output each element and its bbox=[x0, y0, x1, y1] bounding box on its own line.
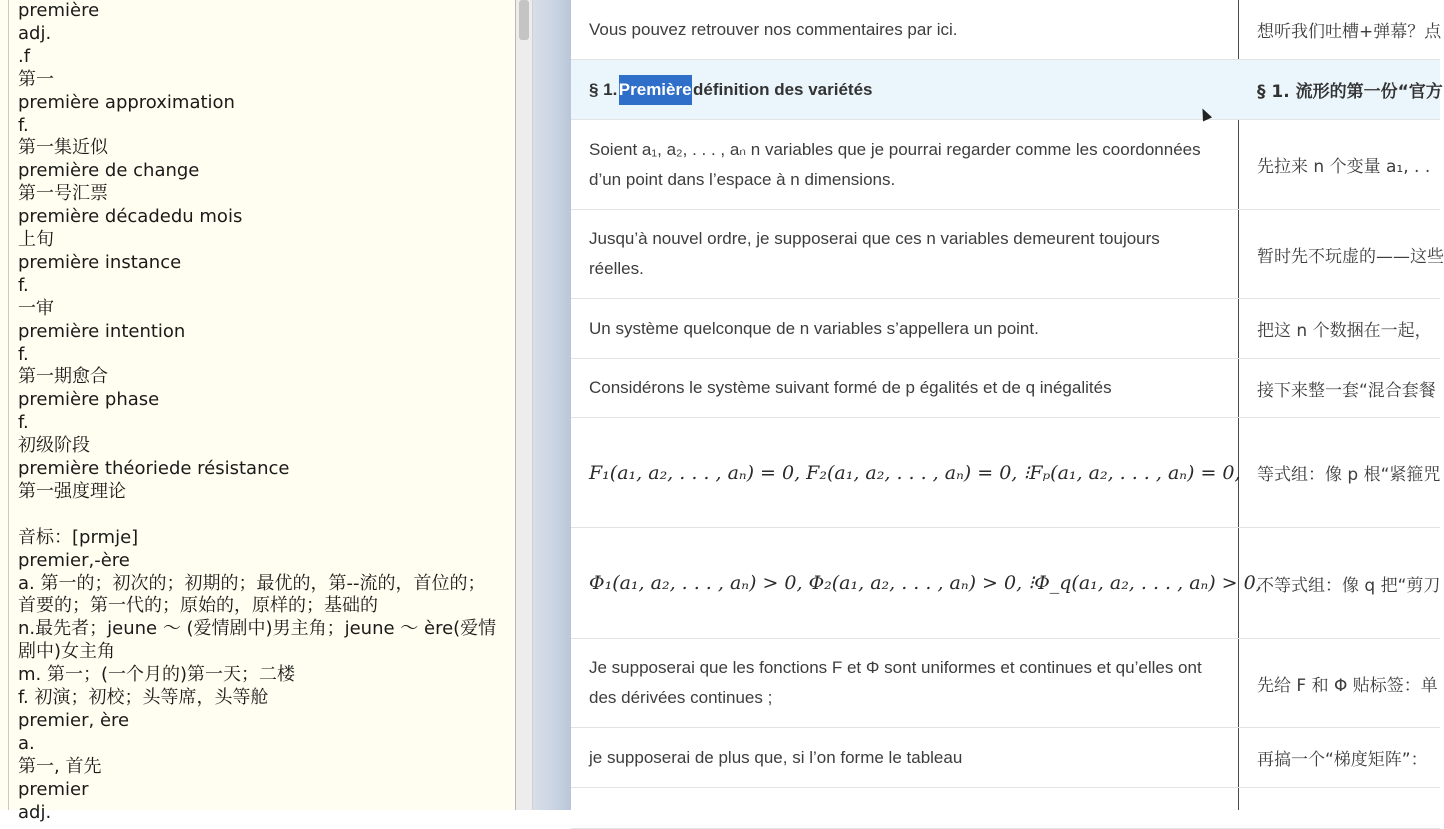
dictionary-line: première théoriede résistance bbox=[18, 458, 290, 479]
dictionary-line: première instance bbox=[18, 251, 182, 273]
dictionary-line: premier,-ère bbox=[18, 549, 130, 571]
translation-table bbox=[571, 0, 1444, 810]
french-cell: Vous pouvez retrouver nos commentaires par ici. bbox=[589, 19, 958, 39]
chinese-cell: 先拉来 n 个变量 a₁, . . bbox=[1257, 157, 1431, 177]
dictionary-line: adj. bbox=[18, 22, 52, 44]
chinese-cell: 把这 n 个数捆在一起， bbox=[1257, 321, 1432, 341]
french-cell: Jusqu’à nouvel ordre, je supposerai que ces n variables demeurent toujours réelles. bbox=[589, 229, 1160, 278]
dictionary-line: n.最先者；jeune ～ (爱情剧中)男主角；jeune ～ ère(爱情 bbox=[18, 618, 497, 640]
table-row bbox=[571, 728, 1440, 788]
dictionary-line: 第一集近似 bbox=[18, 137, 108, 159]
window-divider bbox=[533, 0, 571, 810]
panel-gutter bbox=[8, 0, 9, 810]
dictionary-line: première bbox=[18, 0, 100, 21]
dictionary-line: f. 初演；初校；头等席，头等舱 bbox=[18, 687, 269, 708]
chinese-heading: § 1. 流形的第一份“官方 bbox=[1257, 82, 1443, 102]
dictionary-line: 一审 bbox=[18, 297, 54, 319]
table-row bbox=[571, 639, 1440, 728]
table-row bbox=[571, 0, 1440, 60]
table-row bbox=[571, 210, 1444, 299]
dictionary-line: .f bbox=[18, 45, 31, 67]
french-cell: Je supposerai que les fonctions F et Φ sont uniformes et continues et qu’elles ont des dérivées continues ; bbox=[589, 658, 1202, 707]
dictionary-line: a. 第一的；初次的；初期的；最优的，第--流的，首位的； bbox=[18, 572, 486, 594]
dictionary-line: 第一 bbox=[18, 68, 54, 90]
dictionary-line: 上旬 bbox=[18, 229, 54, 250]
heading-suffix: définition des variétés bbox=[692, 79, 873, 99]
table-row bbox=[571, 120, 1440, 210]
dictionary-line: f. bbox=[18, 114, 29, 136]
dictionary-scrollbar[interactable] bbox=[516, 0, 533, 810]
scrollbar-thumb[interactable] bbox=[519, 0, 529, 40]
dictionary-line: première intention bbox=[18, 320, 186, 342]
table-row-heading bbox=[571, 60, 1443, 120]
table-row bbox=[571, 359, 1440, 418]
dictionary-line: première de change bbox=[18, 160, 200, 182]
dictionary-line: a. bbox=[18, 732, 35, 754]
chinese-cell: 接下来整一套“混合套餐 bbox=[1257, 380, 1436, 401]
french-cell: je supposerai de plus que, si l’on forme le tableau bbox=[589, 747, 963, 767]
dictionary-line: f. bbox=[18, 274, 29, 296]
dictionary-line: 音标：[prmje] bbox=[18, 526, 139, 548]
table-row-equation bbox=[571, 528, 1440, 639]
section-heading bbox=[589, 60, 1219, 119]
dictionary-line: 第一, 首先 bbox=[18, 755, 102, 777]
chinese-cell bbox=[1257, 788, 1440, 828]
dictionary-line: 第一期愈合 bbox=[18, 366, 108, 388]
chinese-cell: 等式组：像 p 根“紧箍咒 bbox=[1257, 465, 1441, 485]
dictionary-line: 第一强度理论 bbox=[18, 480, 126, 502]
french-cell: Considérons le système suivant formé de p égalités et de q inégalités bbox=[589, 378, 1112, 397]
table-row bbox=[571, 788, 1440, 829]
french-cell bbox=[589, 788, 1219, 828]
dictionary-line: f. bbox=[18, 412, 29, 434]
inequality-system: Φ₁(a₁, a₂, . . . , aₙ) > 0, Φ₂(a₁, a₂, . . . , aₙ) > 0, ⁝Φ_q(a₁, a₂, . . . , aₙ) > 0, bbox=[589, 572, 1262, 594]
dictionary-panel[interactable] bbox=[0, 0, 516, 823]
table-row-equation bbox=[571, 418, 1440, 528]
dictionary-line: 剧中)女主角 bbox=[18, 641, 116, 663]
dictionary-line: m. 第一；(一个月的)第一天；二楼 bbox=[18, 664, 296, 686]
chinese-cell: 再搞一个“梯度矩阵”： bbox=[1257, 750, 1428, 770]
chinese-cell: 先给 F 和 Φ 贴标签：单 bbox=[1257, 675, 1438, 696]
selected-word[interactable]: Première bbox=[619, 75, 692, 105]
table-row bbox=[571, 299, 1440, 359]
dictionary-line: 首要的；第一代的；原始的，原样的；基础的 bbox=[18, 595, 378, 617]
dictionary-line: 第一号汇票 bbox=[18, 183, 108, 205]
dictionary-line: première approximation bbox=[18, 91, 235, 113]
dictionary-line: f. bbox=[18, 343, 29, 365]
french-cell: Soient a₁, a₂, . . . , aₙ n variables que je pourrai regarder comme les coordonnées d’un point dans l’espace à n dimensions. bbox=[589, 139, 1201, 189]
chinese-cell: 暂时先不玩虚的——这些 bbox=[1257, 246, 1444, 267]
dictionary-line: première décadedu mois bbox=[18, 206, 243, 228]
french-cell: Un système quelconque de n variables s’appellera un point. bbox=[589, 318, 1039, 338]
equality-system: F₁(a₁, a₂, . . . , aₙ) = 0, F₂(a₁, a₂, . . . , aₙ) = 0, ⁝Fₚ(a₁, a₂, . . . , aₙ) = 0, bbox=[589, 461, 1241, 484]
dictionary-line: premier bbox=[18, 778, 89, 800]
dictionary-line: premier, ère bbox=[18, 709, 130, 731]
dictionary-line: 初级阶段 bbox=[18, 435, 90, 457]
dictionary-line: première phase bbox=[18, 389, 160, 411]
dictionary-line: adj. bbox=[18, 801, 52, 823]
chinese-cell: 想听我们吐槽+弹幕？点 bbox=[1257, 22, 1442, 42]
heading-prefix: § 1. bbox=[589, 79, 618, 99]
chinese-cell: 不等式组：像 q 把“剪刀 bbox=[1257, 575, 1441, 596]
